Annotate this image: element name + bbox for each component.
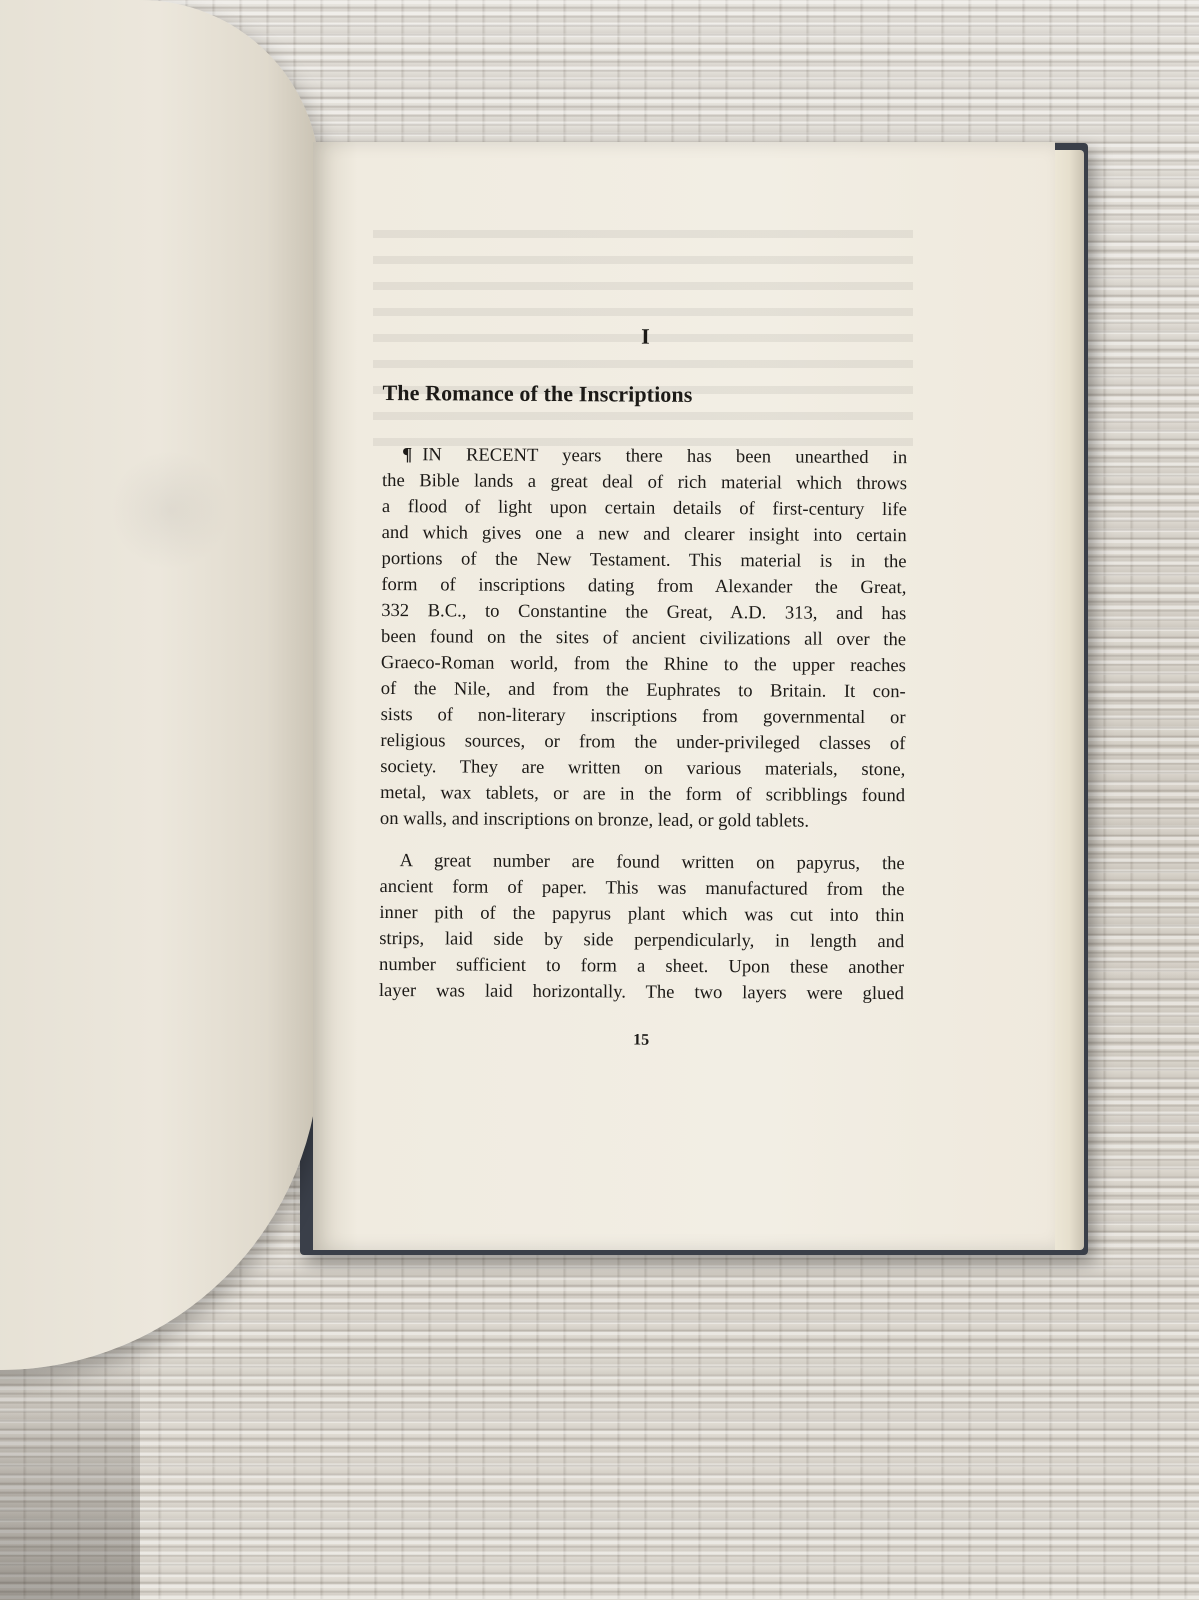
paragraph-line: A great number are found written on papyrus, the (399, 850, 905, 875)
table-shadow (0, 1330, 140, 1600)
page-number: 15 (633, 1031, 650, 1049)
paragraph-line: the Bible lands a great deal of rich material which throws (381, 469, 908, 495)
paragraph-line: metal, wax tablets, or are in the form of scribblings found (380, 781, 906, 807)
right-page (313, 142, 1055, 1250)
pilcrow-icon: ¶ (402, 444, 413, 466)
paragraph-line (382, 442, 907, 471)
paragraph-2 (379, 848, 905, 1007)
paragraph-line: number sufficient to form a sheet. Upon these another (379, 953, 905, 979)
paragraph-line: portions of the New Testament. This material is in the (381, 547, 907, 573)
paragraph-line: layer was laid horizontally. The two layers were glued (378, 979, 904, 1005)
paragraph-line: been found on the sites of ancient civilizations all over the (381, 625, 907, 651)
paragraph-line: Graeco-Roman world, from the Rhine to the upper reaches (380, 651, 906, 677)
paragraph-line: of the Nile, and from the Euphrates to Britain. It con- (380, 677, 906, 703)
left-page (0, 0, 320, 1370)
paragraph-line: strips, laid side by side perpendicularly, in length and (379, 927, 905, 953)
chapter-number: I (641, 323, 650, 349)
paragraph-line: society. They are written on various materials, stone, (380, 755, 906, 781)
paragraph-line: on walls, and inscriptions on bronze, lead, or gold tablets. (379, 807, 810, 832)
paragraph-line: and which gives one a new and clearer insight into certain (381, 521, 907, 547)
paragraph-line: form of inscriptions dating from Alexander the Great, (381, 573, 907, 599)
paragraph-1 (380, 442, 907, 835)
paragraph-line: inner pith of the papyrus plant which was cut into thin (379, 901, 905, 927)
paragraph-line: ancient form of paper. This was manufactured from the (379, 875, 905, 901)
left-page-bleed-through (110, 450, 230, 570)
paragraph-line: 332 B.C., to Constantine the Great, A.D. 313, and has (381, 599, 907, 625)
paragraph-line: religious sources, or from the under-privileged classes of (380, 729, 906, 755)
paragraph-line-text: IN RECENT years there has been unearthed in (422, 444, 908, 469)
paragraph-line: a flood of light upon certain details of first-century life (381, 495, 907, 521)
page-text-block (378, 322, 908, 1049)
paragraph-line: sists of non-literary inscriptions from governmental or (380, 703, 906, 729)
chapter-title: The Romance of the Inscriptions (382, 379, 693, 407)
